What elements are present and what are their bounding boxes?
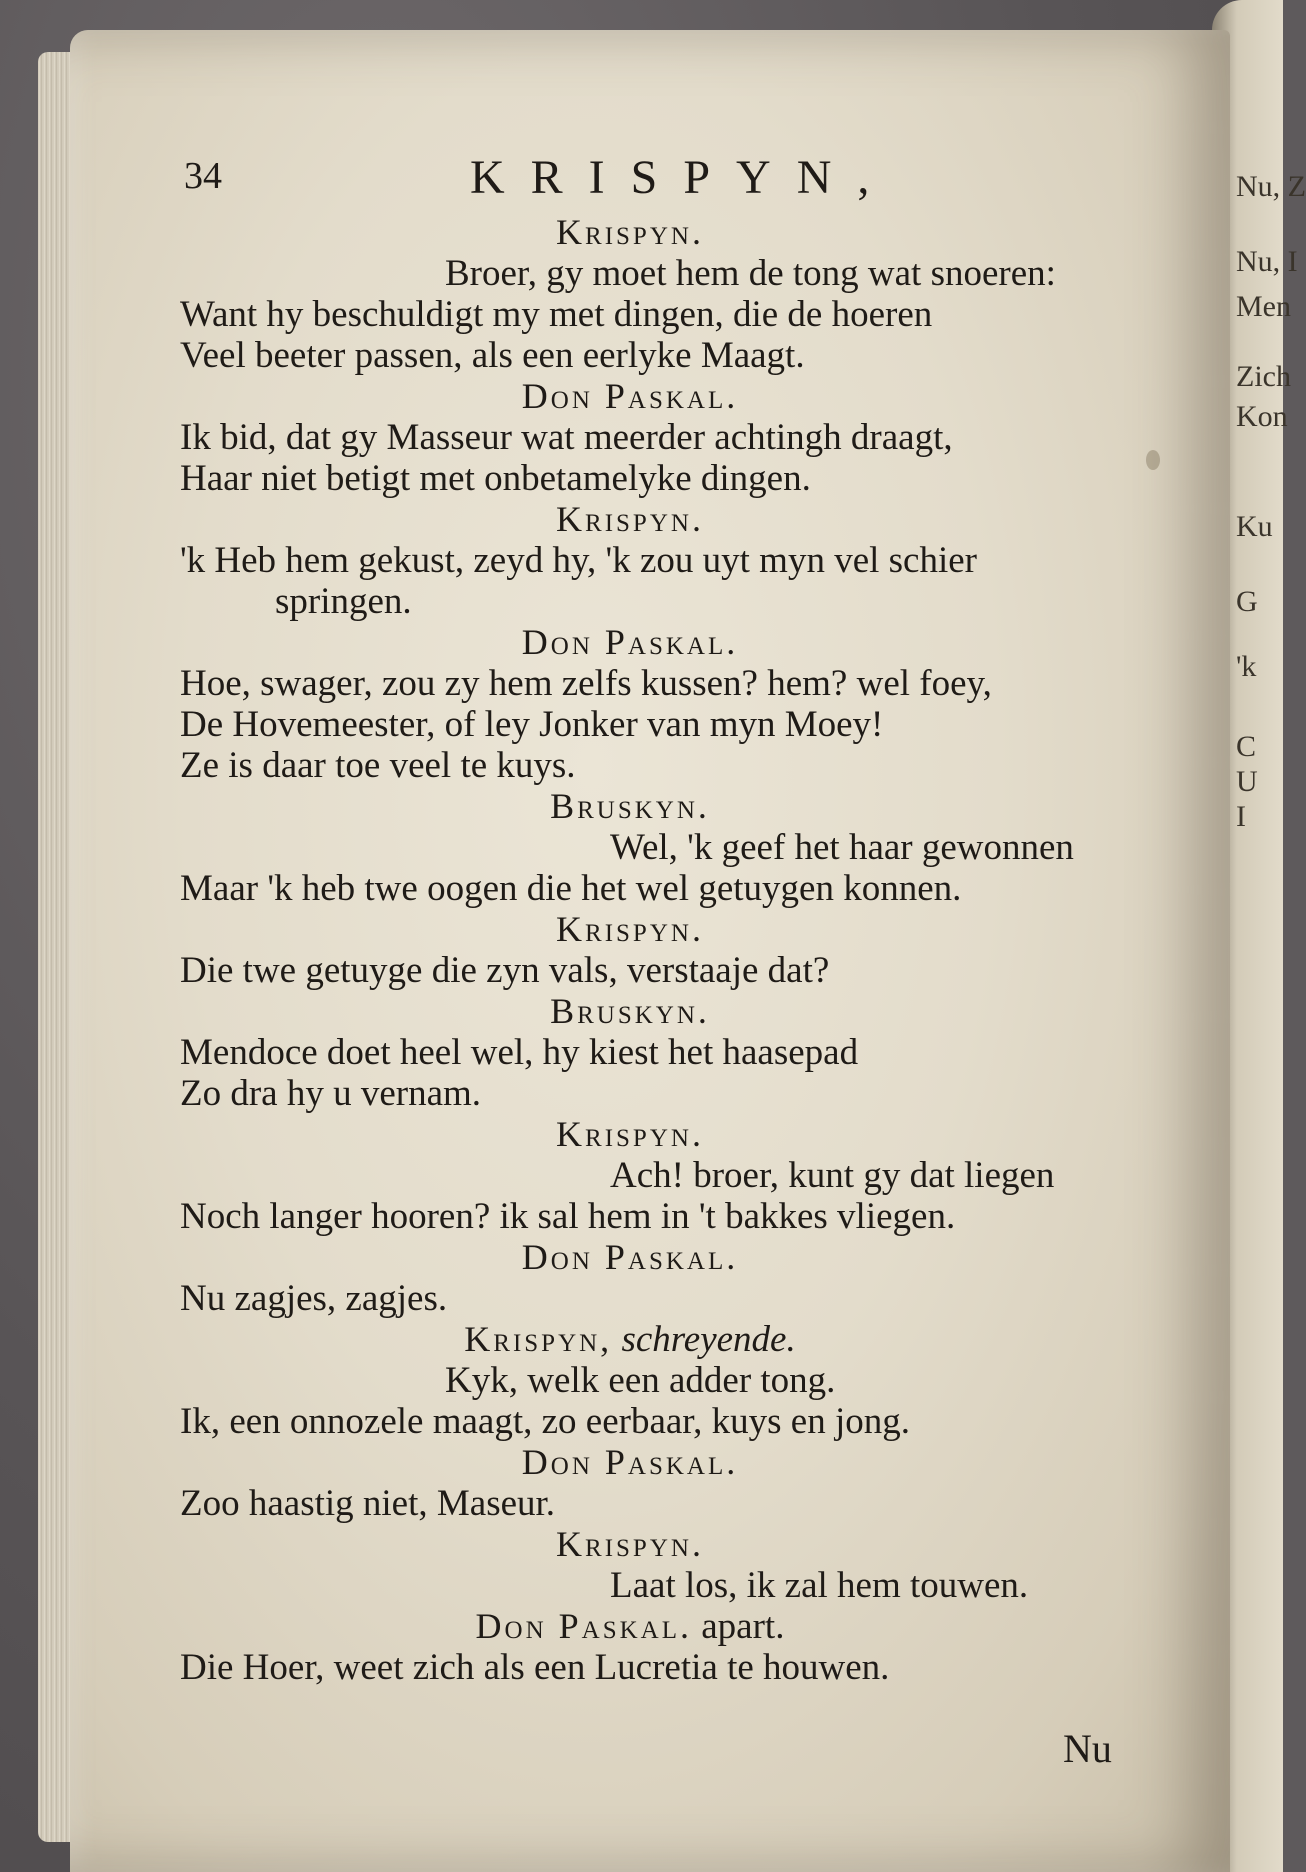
verse-text: Die Hoer, weet zich als een Lucretia te houwen. (180, 1647, 890, 1688)
speaker-name: Don Paskal. (521, 376, 739, 416)
verse-line (180, 581, 1140, 622)
verse-line (180, 335, 1140, 376)
verse-text: De Hovemeester, of ley Jonker van myn Moey! (180, 704, 884, 745)
verse-text: springen. (275, 581, 412, 622)
facing-page-fragment: Ku (1236, 510, 1273, 543)
verse-text: Noch langer hooren? ik sal hem in 't bakkes vliegen. (180, 1196, 956, 1237)
running-title: KRISPYN, (470, 151, 896, 204)
speaker-heading (180, 212, 1140, 253)
verse-line (180, 1565, 1140, 1606)
verse-text: Haar niet betigt met onbetamelyke dingen. (180, 458, 811, 499)
speaker-name: Krispyn. (556, 1524, 704, 1564)
speaker-name: Don Paskal. (521, 622, 739, 662)
catchword: Nu (1063, 1726, 1112, 1771)
facing-page-fragment: U (1236, 765, 1258, 798)
speaker-name: Don Paskal. (521, 1442, 739, 1482)
verse-line (180, 1483, 1140, 1524)
speaker-heading (180, 1524, 1140, 1565)
speaker-heading (180, 991, 1140, 1032)
verse-line (180, 294, 1140, 335)
verse-line (180, 1360, 1140, 1401)
verse-text: Laat los, ik zal hem touwen. (610, 1565, 1029, 1606)
speaker-name: Krispyn. (556, 1114, 704, 1154)
verse-line (180, 1647, 1140, 1688)
verse-line (180, 1155, 1140, 1196)
facing-page-fragment: C (1236, 730, 1257, 763)
verse-text: Broer, gy moet hem de tong wat snoeren: (445, 253, 1056, 294)
verse-line (180, 540, 1140, 581)
verse-text: Zoo haastig niet, Maseur. (180, 1483, 556, 1524)
facing-page-fragment: 'k (1236, 650, 1257, 683)
verse-text: Mendoce doet heel wel, hy kiest het haasepad (180, 1032, 859, 1073)
verse-line (180, 745, 1140, 786)
verse-text: Wel, 'k geef het haar gewonnen (610, 827, 1074, 868)
verse-text: Ze is daar toe veel te kuys. (180, 745, 576, 786)
facing-page-fragment: Nu, I (1236, 245, 1298, 278)
verse-line (180, 253, 1140, 294)
verse-text: Hoe, swager, zou zy hem zelfs kussen? hem? wel foey, (180, 663, 992, 704)
facing-page-fragment: Kon (1236, 400, 1288, 433)
verse-text: Ach! broer, kunt gy dat liegen (610, 1155, 1055, 1196)
verse-line (180, 950, 1140, 991)
verse-line (180, 1032, 1140, 1073)
facing-page-fragment: I (1236, 800, 1246, 833)
speaker-heading (180, 786, 1140, 827)
verse-lines (180, 212, 1140, 1688)
facing-page-fragment: Nu, Z (1236, 170, 1306, 203)
verse-line (180, 1196, 1140, 1237)
speaker-name: Bruskyn. (550, 991, 710, 1031)
speaker-heading (180, 1237, 1140, 1278)
speaker-name: Krispyn. (556, 909, 704, 949)
page-number: 34 (184, 155, 222, 197)
verse-line (180, 417, 1140, 458)
page-header (180, 150, 1140, 212)
verse-text: 'k Heb hem gekust, zeyd hy, 'k zou uyt myn vel schier (180, 540, 977, 581)
verse-line (180, 1278, 1140, 1319)
verse-line (180, 1401, 1140, 1442)
speaker-name: Krispyn. (556, 212, 704, 252)
facing-page-fragment: Men (1236, 290, 1291, 323)
facing-page-fragment: Zich (1236, 360, 1291, 393)
verse-text: Maar 'k heb twe oogen die het wel getuygen konnen. (180, 868, 962, 909)
verse-line (180, 458, 1140, 499)
stage-direction: schreyende. (621, 1319, 796, 1360)
verse-line (180, 663, 1140, 704)
facing-page-fragment: G (1236, 585, 1258, 618)
verse-text: Ik bid, dat gy Masseur wat meerder achtingh draagt, (180, 417, 953, 458)
speaker-name: Krispyn, (464, 1319, 613, 1359)
verse-line (180, 1073, 1140, 1114)
verse-text: Kyk, welk een adder tong. (445, 1360, 836, 1401)
verse-line (180, 868, 1140, 909)
speaker-heading (180, 622, 1140, 663)
verse-text: Ik, een onnozele maagt, zo eerbaar, kuys en jong. (180, 1401, 910, 1442)
speaker-heading (180, 376, 1140, 417)
speaker-heading (180, 1606, 1140, 1647)
speaker-heading (180, 1442, 1140, 1483)
speaker-name: Don Paskal. (521, 1237, 739, 1277)
speaker-heading (180, 909, 1140, 950)
speaker-name: Don Paskal. (475, 1606, 692, 1646)
speaker-heading (180, 1114, 1140, 1155)
verse-line (180, 704, 1140, 745)
verse-text: Nu zagjes, zagjes. (180, 1278, 448, 1319)
verse-text: Zo dra hy u vernam. (180, 1073, 482, 1114)
verse-line (180, 827, 1140, 868)
verse-text: Die twe getuyge die zyn vals, verstaaje dat? (180, 950, 830, 991)
verse-text: Want hy beschuldigt my met dingen, die de hoeren (180, 294, 933, 335)
page-text (180, 150, 1140, 1688)
stage-direction: apart. (701, 1606, 785, 1647)
speaker-name: Bruskyn. (550, 786, 710, 826)
speaker-name: Krispyn. (556, 499, 704, 539)
ink-smudge (1146, 450, 1160, 470)
speaker-heading (180, 1319, 1140, 1360)
speaker-heading (180, 499, 1140, 540)
verse-text: Veel beeter passen, als een eerlyke Maagt. (180, 335, 805, 376)
